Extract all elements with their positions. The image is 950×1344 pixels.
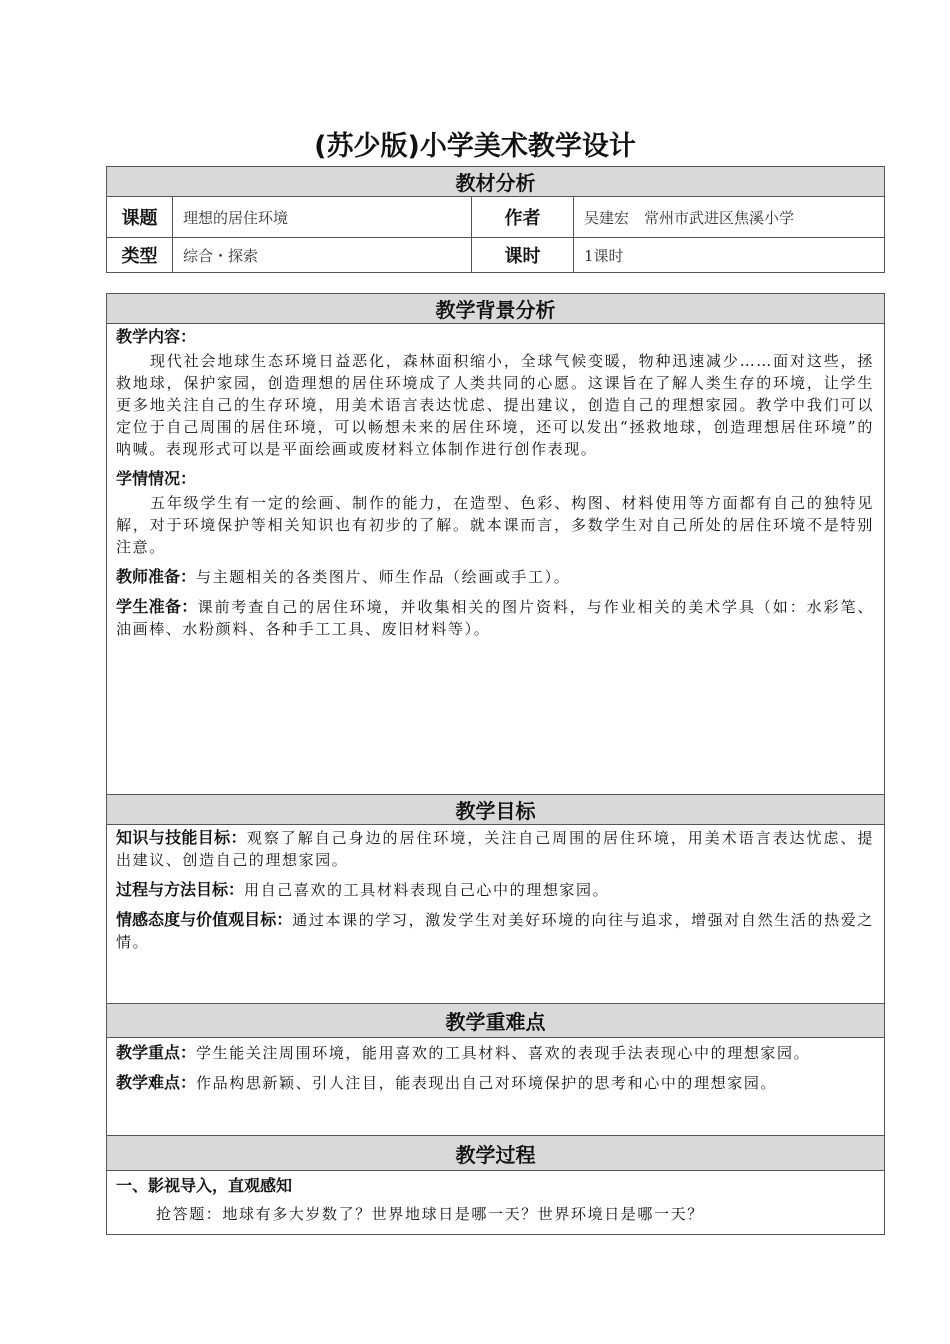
students-label: 学情情况： (116, 469, 197, 488)
key-text: 学生能关注周围环境，能用喜欢的工具材料、喜欢的表现手法表现心中的理想家园。 (196, 1044, 811, 1062)
document-title: (苏少版)小学美术教学设计 (314, 131, 636, 162)
content-text: 现代社会地球生态环境日益恶化，森林面积缩小，全球气候变暖，物种迅速减少……面对这些，拯救地球，保护家园，创造理想的居住环境成了人类共同的心愿。这课旨在了解人类生存的环境，让学生更多地关注自己的生存环境，用美术语言表达忧虑、提出建议，创造自己的理想家园。教学中我们可以定位于自己周围的居住环境，可以畅想未来的居住环境，还可以发出“拯救地球，创造理想居住环境”的呐喊。表现形式可以是平面绘画或废材料立体制作进行创作表现。 (116, 352, 874, 458)
student-prep-text: 课前考查自己的居住环境，并收集相关的图片资料，与作业相关的美术学具（如：水彩笔、油画棒、水粉颜料、各种手工工具、废旧材料等）。 (116, 598, 874, 638)
emotion-text: 通过本课的学习，激发学生对美好环境的向往与追求，增强对自然生活的热爱之情。 (116, 911, 874, 951)
key-label: 教学重点： (116, 1043, 197, 1062)
process-content (107, 1171, 885, 1235)
type-value: 综合・探索 (173, 238, 472, 273)
step1-text: 抢答题：地球有多大岁数了？世界地球日是哪一天？世界环境日是哪一天？ (156, 1205, 704, 1223)
content-label: 教学内容： (116, 327, 197, 346)
author-value: 吴建宏 常州市武进区焦溪小学 (574, 197, 885, 238)
process-header: 教学过程 (107, 1136, 885, 1171)
topic-value: 理想的居住环境 (173, 197, 472, 238)
process-goal-text: 用自己喜欢的工具材料表现自己心中的理想家园。 (244, 881, 610, 899)
teacher-prep-label: 教师准备： (116, 567, 197, 586)
topic-label: 课题 (107, 197, 173, 238)
goals-header: 教学目标 (107, 795, 885, 825)
background-header: 教学背景分析 (107, 294, 885, 324)
material-analysis-header: 教材分析 (107, 167, 885, 197)
process-goal-label: 过程与方法目标： (116, 880, 245, 899)
emotion-label: 情感态度与价值观目标： (116, 910, 293, 929)
background-content (107, 324, 885, 795)
teacher-prep-text: 与主题相关的各类图片、师生作品（绘画或手工）。 (196, 568, 571, 586)
keypoints-content (107, 1038, 885, 1136)
difficult-label: 教学难点： (116, 1073, 197, 1092)
student-prep-label: 学生准备： (116, 597, 198, 616)
type-label: 类型 (107, 238, 173, 273)
hours-value: 1课时 (574, 238, 885, 273)
lesson-plan-table (106, 293, 885, 1235)
difficult-text: 作品构思新颖、引人注目，能表现出自己对环境保护的思考和心中的理想家园。 (196, 1074, 778, 1092)
students-text: 五年级学生有一定的绘画、制作的能力，在造型、色彩、构图、材料使用等方面都有自己的独特见解，对于环境保护等相关知识也有初步的了解。就本课而言，多数学生对自己所处的居住环境不是特别注意。 (116, 494, 874, 556)
knowledge-label: 知识与技能目标： (116, 828, 247, 847)
keypoints-header: 教学重难点 (107, 1004, 885, 1038)
hours-label: 课时 (472, 238, 574, 273)
step1-title: 一、影视导入，直观感知 (116, 1176, 293, 1195)
material-analysis-table (106, 166, 885, 273)
goals-content (107, 825, 885, 1004)
knowledge-text: 观察了解自己身边的居住环境，关注自己周围的居住环境，用美术语言表达忧虑、提出建议、创造自己的理想家园。 (116, 829, 874, 869)
author-label: 作者 (472, 197, 574, 238)
